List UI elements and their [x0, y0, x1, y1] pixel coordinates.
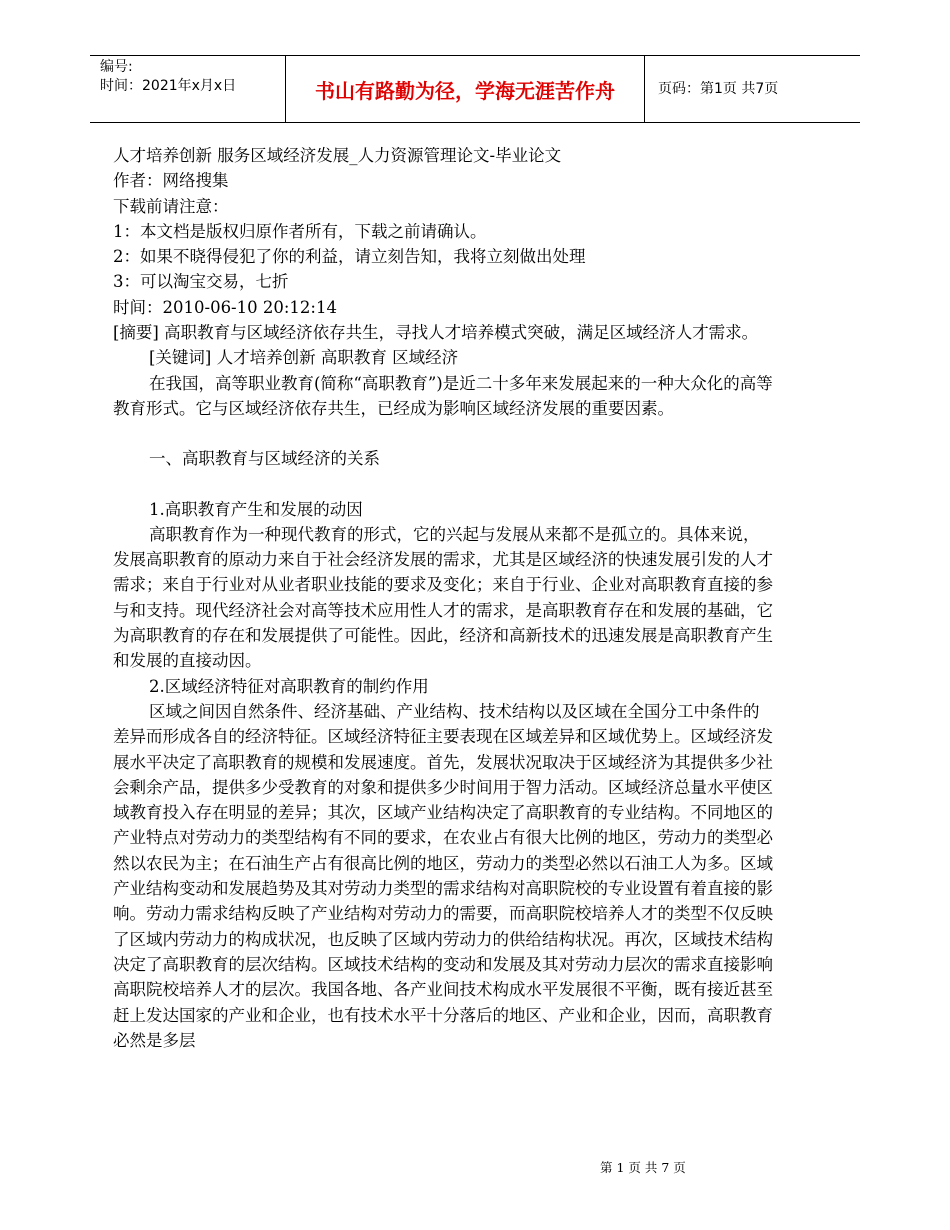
keywords: [关键词] 人才培养创新 高职教育 区域经济 [149, 348, 459, 368]
paragraph-2: 区域之间因自然条件、经济基础、产业结构、技术结构以及区域在全国分工中条件的差异而形成各自的经济特征。区域经济特征主要表现在区域差异和区域优势上。区域经济发展水平决定了高职教育的规模和发展速度。首先，发展状况取决于区域经济为其提供多少社会剩余产品，提供多少受教育的对象和提供多少时间用于智力活动。区域经济总量水平使区域教育投入存在明显的差异；其次，区域产业结构决定了高职教育的专业结构。不同地区的产业特点对劳动力的类型结构有不同的要求，在农业占有很大比例的地区，劳动力的类型必然以农民为主；在石油生产占有很高比例的地区，劳动力的类型必然以石油工人为多。区域产业结构变动和发展趋势及其对劳动力类型的需求结构对高职院校的专业设置有着直接的影响。劳动力需求结构反映了产业结构对劳动力的需要，而高职院校培养人才的类型不仅反映了区域内劳动力的构成状况，也反映了区域内劳动力的供给结构状况。再次，区域技术结构决定了高职教育的层次结构。区域技术结构的变动和发展及其对劳动力层次的需求直接影响高职院校培养人才的层次。我国各地、各产业间技术构成水平发展很不平衡，既有接近甚至赶上发达国家的产业和企业，也有技术水平十分落后的地区、产业和企业，因而，高职教育必然是多层 [113, 701, 773, 1050]
header-number-label: 编号: [100, 59, 133, 75]
intro-paragraph: 在我国，高等职业教育(简称“高职教育”)是近二十多年来发展起来的一种大众化的高等教育形式。它与区域经济依存共生，已经成为影响区域经济发展的重要因素。 [113, 373, 773, 418]
header-page-info: 页码：第1页 共7页 [658, 81, 779, 97]
header-motto: 书山有路勤为径，学海无涯苦作舟 [285, 56, 645, 122]
notice-item-1: 1：本文档是版权归原作者所有，下载之前请确认。 [113, 221, 487, 241]
page-header [90, 55, 860, 123]
publish-time: 时间：2010-06-10 20:12:14 [113, 297, 337, 317]
subsection-heading-1: 1.高职教育产生和发展的动因 [149, 499, 363, 519]
abstract: [摘要] 高职教育与区域经济依存共生，寻找人才培养模式突破，满足区域经济人才需求。 [113, 323, 759, 343]
header-time-label: 时间：2021年x月x日 [100, 78, 237, 94]
footer-page-number: 第 1 页 共 7 页 [600, 1160, 686, 1175]
subsection-heading-2: 2.区域经济特征对高职教育的制约作用 [149, 676, 429, 696]
document-body [113, 143, 773, 1053]
notice-heading: 下载前请注意： [113, 196, 229, 216]
notice-item-2: 2：如果不晓得侵犯了你的利益，请立刻告知，我将立刻做出处理 [113, 247, 586, 267]
notice-item-3: 3：可以淘宝交易，七折 [113, 272, 289, 292]
author-line: 作者：网络搜集 [113, 171, 229, 191]
section-heading-1: 一、高职教育与区域经济的关系 [149, 449, 380, 469]
document-title: 人才培养创新 服务区域经济发展_人力资源管理论文-毕业论文 [113, 146, 562, 165]
header-meta [100, 58, 290, 96]
paragraph-1: 高职教育作为一种现代教育的形式，它的兴起与发展从来都不是孤立的。具体来说，发展高职教育的原动力来自于社会经济发展的需求，尤其是区域经济的快速发展引发的人才需求；来自于行业对从业者职业技能的要求及变化；来自于行业、企业对高职教育直接的参与和支持。现代经济社会对高等技术应用性人才的需求，是高职教育存在和发展的基础，它为高职教育的存在和发展提供了可能性。因此，经济和高新技术的迅速发展是高职教育产生和发展的直接动因。 [113, 524, 773, 671]
